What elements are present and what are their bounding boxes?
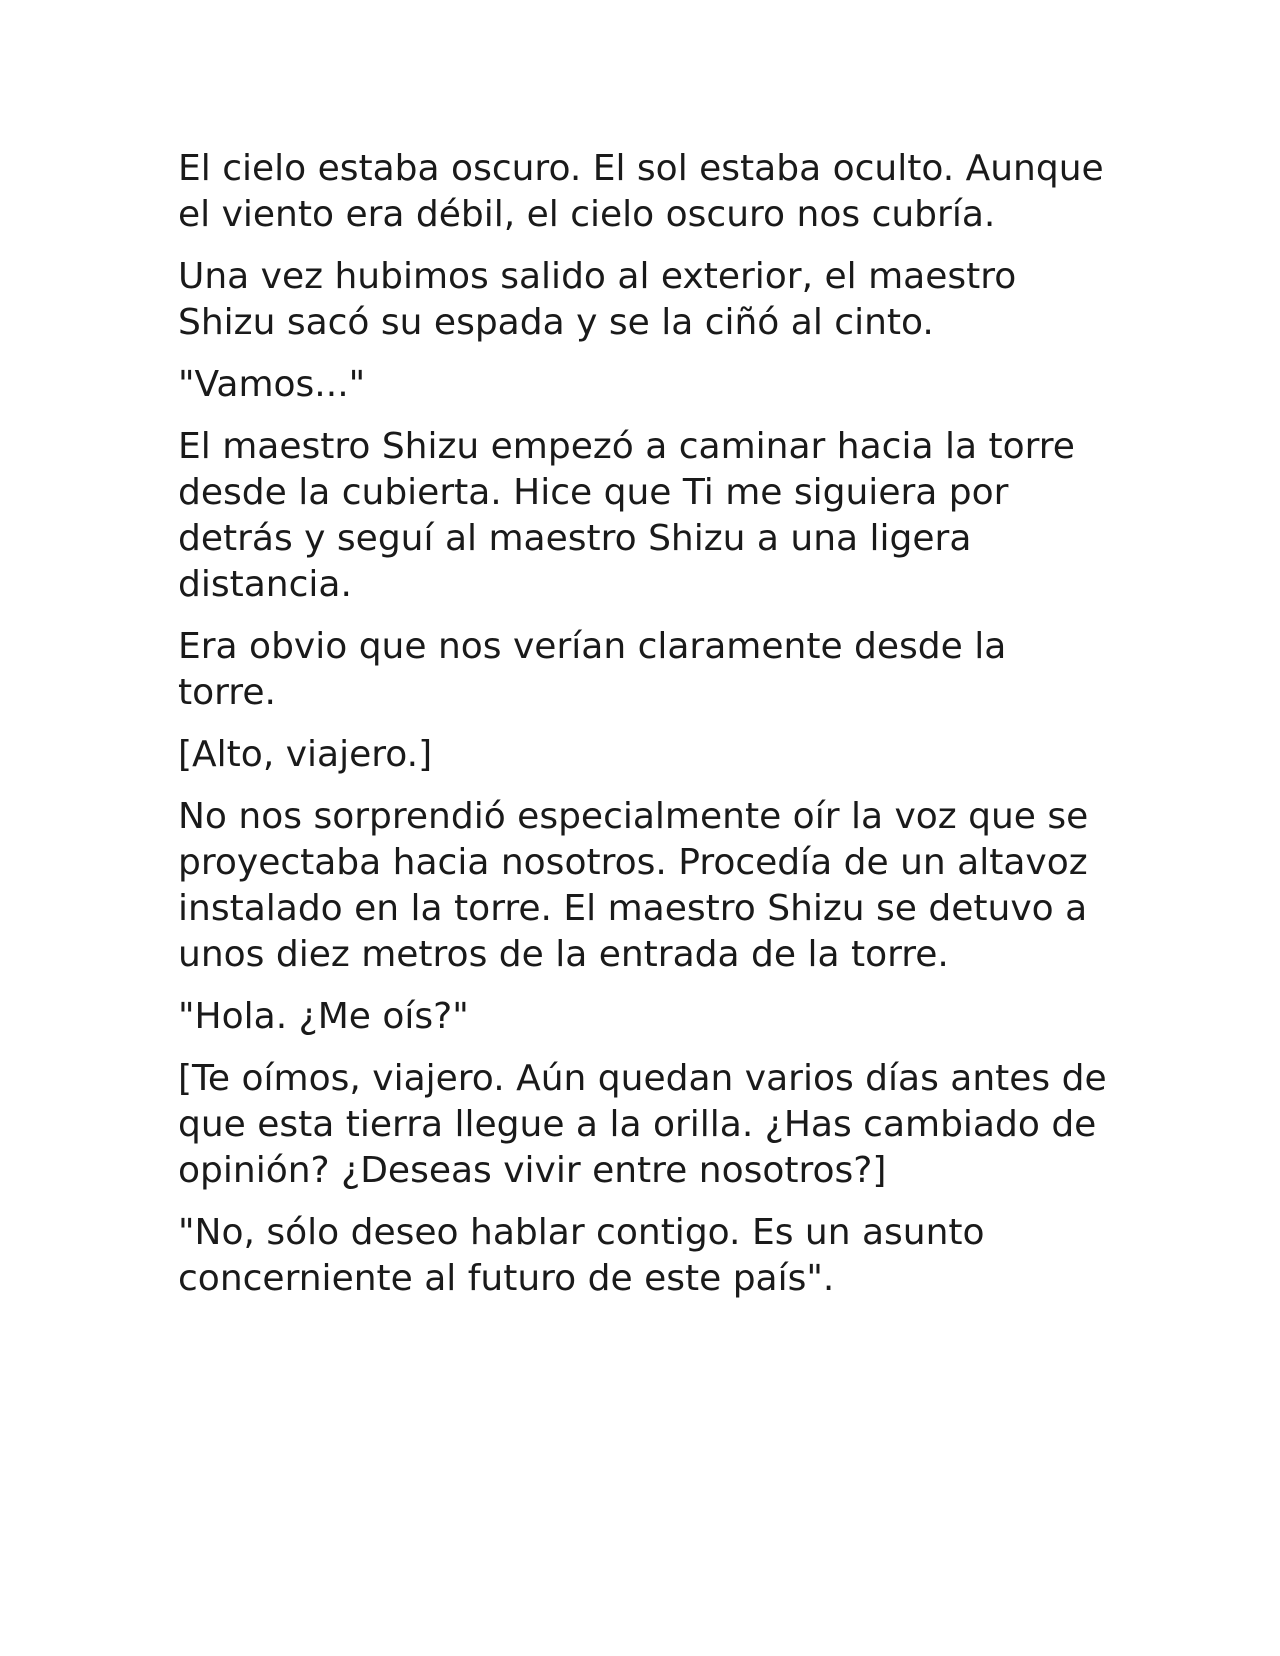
paragraph: "Hola. ¿Me oís?" [178, 996, 469, 1037]
document-body [178, 146, 1108, 1318]
paragraph: [Alto, viajero.] [178, 734, 433, 775]
paragraph: "Vamos..." [178, 364, 366, 405]
paragraph: "No, sólo deseo hablar contigo. Es un asunto concerniente al futuro de este país". [178, 1212, 985, 1299]
paragraph: [Te oímos, viajero. Aún quedan varios días antes de que esta tierra llegue a la orilla. ¿Has cambiado de opinión? ¿Deseas vivir entre nosotros?] [178, 1058, 1107, 1191]
paragraph: No nos sorprendió especialmente oír la voz que se proyectaba hacia nosotros. Procedía de un altavoz instalado en la torre. El maestro Shizu se detuvo a unos diez metros de la entrada de la torre. [178, 796, 1089, 975]
paragraph: Una vez hubimos salido al exterior, el maestro Shizu sacó su espada y se la ciñó al cinto. [178, 256, 1017, 343]
paragraph: El maestro Shizu empezó a caminar hacia la torre desde la cubierta. Hice que Ti me siguiera por detrás y seguí al maestro Shizu a una ligera distancia. [178, 426, 1075, 605]
paragraph: Era obvio que nos verían claramente desde la torre. [178, 626, 1007, 713]
paragraph: El cielo estaba oscuro. El sol estaba oculto. Aunque el viento era débil, el cielo oscuro nos cubría. [178, 148, 1104, 235]
